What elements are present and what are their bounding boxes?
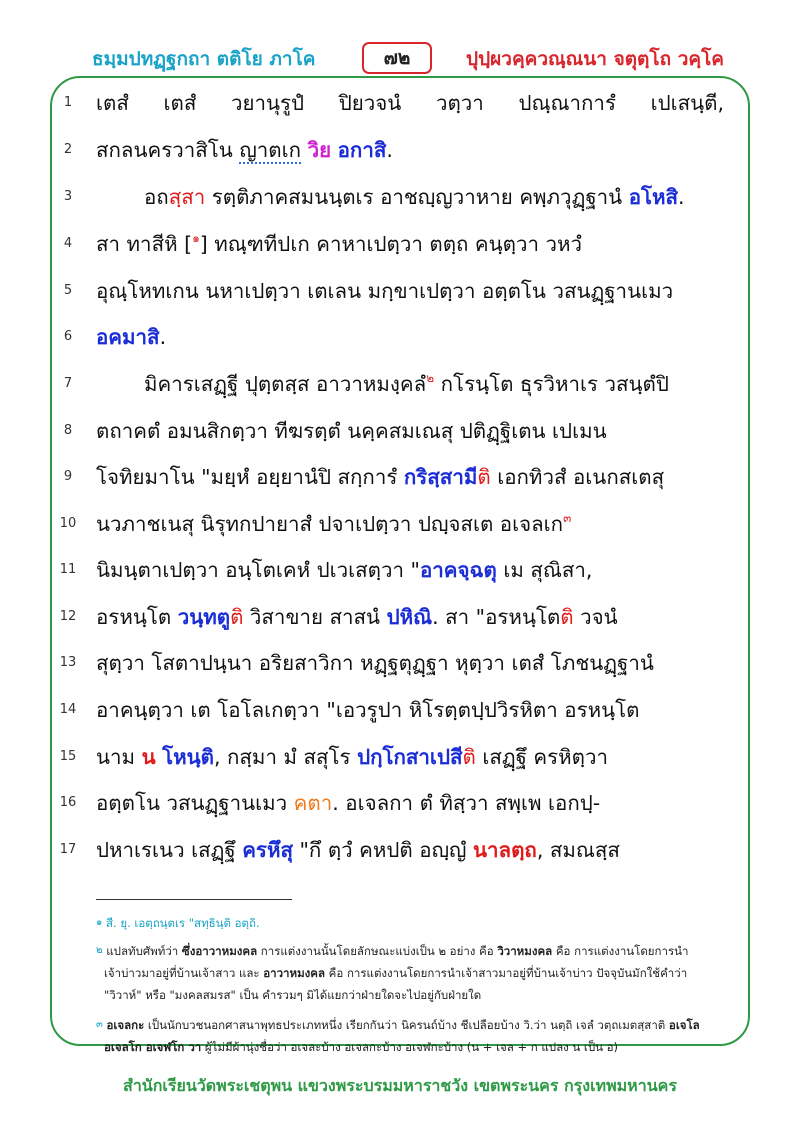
line-number: 13 xyxy=(59,655,77,670)
text-run: อตฺตโน วสนฏฺฐานเมว xyxy=(96,791,294,815)
text-run: ] ทณฺฑทีปเก คาหาเปตฺวา ตตฺถ คนฺตฺวา วหวํ xyxy=(199,232,583,256)
iti-particle: ติ xyxy=(560,605,574,629)
footnote-text: เจ้าบ่าวมาอยู่ที่บ้านเจ้าสาว และ xyxy=(104,966,264,980)
footnote-term: อเจโล xyxy=(668,1018,700,1032)
text-run: อุณฺโหทเกน นหาเปตฺวา เตเลน มกฺขาเปตฺวา อตฺตโน วสนฏฺฐานเมว xyxy=(96,279,674,303)
text-line-11 xyxy=(96,555,724,585)
text-run: นวภาชเนสุ นิรุทกปายาสํ ปจาเปตฺวา ปญฺจสเต อเจลเก xyxy=(96,512,564,536)
text-line-5 xyxy=(96,276,724,306)
text-line-17 xyxy=(96,835,724,865)
line-number: 12 xyxy=(59,609,77,624)
footnote-term: อเจลโก อเจฬโก วา xyxy=(104,1040,202,1054)
footnote-marker: ๑ xyxy=(96,917,103,928)
footnote-text: "วิวาห์" หรือ "มงคลสมรส" เป็น คำรวมๆ มิได้แยกว่าฝ่ายใดจะไปอยู่กับฝ่ายใด xyxy=(104,988,482,1002)
highlight-verb: อกาสิ xyxy=(337,138,387,162)
line-number: 10 xyxy=(59,516,77,531)
text-run: ตถาคตํ อมนสิกตฺวา ทีฆรตฺตํ นคฺคสมเณสุ ปติฏฺฐิเตน เปเมน xyxy=(96,419,607,443)
text-line-3 xyxy=(96,182,724,212)
text-line-4 xyxy=(96,229,724,259)
text-run: อาคนฺตฺวา เต โอโลเกตฺวา "เอวรูปา หิโรตฺตปฺปวิรหิตา อรหนฺโต xyxy=(96,698,640,722)
footnote-text: แปลทับศัพท์ว่า xyxy=(106,944,182,958)
footnote-marker: ๓ xyxy=(96,1019,103,1030)
text-run: เม สุณิสา, xyxy=(496,558,593,582)
footnote-ref[interactable]: ๑ xyxy=(192,231,200,245)
text-run: อรหนฺโต xyxy=(96,605,178,629)
line-number: 16 xyxy=(59,795,77,810)
text-line-8 xyxy=(96,416,724,446)
footnote-term: วิวาหมงคล xyxy=(497,944,553,958)
negation-word: น xyxy=(141,745,156,769)
highlight-verb: กริสฺสามี xyxy=(403,465,478,489)
underlined-word: ญาตเก xyxy=(239,138,302,162)
text-line-16 xyxy=(96,788,724,818)
footnote-ref[interactable]: ๓ xyxy=(563,511,572,525)
line-number: 15 xyxy=(59,749,77,764)
line-number: 1 xyxy=(63,95,73,110)
highlight-verb: อาคจฺฉตุ xyxy=(419,558,497,582)
text-run: มิคารเสฏฺฐี ปุตฺตสฺส อาวาหมงฺคลํ xyxy=(144,372,427,396)
text-run: รตฺติภาคสมนนฺตเร อาชญฺญวาหาย คพฺภวุฏฺฐานํ xyxy=(205,185,629,209)
iti-particle: ติ xyxy=(230,605,244,629)
line-number: 14 xyxy=(59,702,77,717)
text-line-2 xyxy=(96,135,724,165)
footnote-term: อเจลกะ xyxy=(106,1018,145,1032)
footnote-separator xyxy=(96,899,292,900)
footnote-term: อาวาหมงคล xyxy=(263,966,326,980)
line-number: 3 xyxy=(63,189,73,204)
line-number: 2 xyxy=(63,142,73,157)
header-chapter-title: ปุปฺผวคฺควณฺณนา จตุตฺโถ วคฺโค xyxy=(466,48,724,70)
footnote-term: ซึ่งอาวาหมงคล xyxy=(181,944,258,958)
text-run: เสฏฺฐึ ครหิตฺวา xyxy=(475,745,608,769)
footnote-text: คือ การแต่งงานโดยการนำ xyxy=(552,944,689,958)
highlight-verb: โหนฺติ xyxy=(162,745,214,769)
highlight-verb: คตา xyxy=(293,791,333,815)
text-line-9 xyxy=(96,462,724,492)
text-run: วิสาขาย สาสนํ xyxy=(243,605,387,629)
line-number: 7 xyxy=(63,376,73,391)
text-line-15 xyxy=(96,742,724,772)
line-number: 5 xyxy=(63,283,73,298)
page-footer: สำนักเรียนวัดพระเชตุพน แขวงพระบรมมหาราชวัง เขตพระนคร กรุงเทพมหานคร xyxy=(123,1076,677,1095)
line-number: 9 xyxy=(63,469,73,484)
text-run: กโรนฺโต ธุรวิหาเร วสนฺตํปิ xyxy=(434,372,669,396)
line-number: 11 xyxy=(59,562,77,577)
highlight-verb: ครหึสุ xyxy=(242,838,293,862)
text-run: นาม xyxy=(96,745,142,769)
text-run: ปหาเรเนว เสฏฺฐึ xyxy=(96,838,243,862)
highlight-verb: วนฺทตู xyxy=(177,605,231,629)
text-run: โจทิยมาโน "มยฺหํ อยฺยานํปิ สกฺการํ xyxy=(96,465,404,489)
text-line-12 xyxy=(96,602,724,632)
text-run: , สมณสฺส xyxy=(536,838,620,862)
text-run: , กสฺมา มํ สสุโร xyxy=(213,745,358,769)
line-number: 8 xyxy=(63,423,73,438)
text-line-1 xyxy=(96,88,724,118)
footnote-ref[interactable]: ๒ xyxy=(426,371,435,385)
highlight-verb: ปกฺโกสาเปสี xyxy=(357,745,463,769)
text-run: เอกทิวสํ อเนกสเตสุ xyxy=(490,465,665,489)
line-number: 6 xyxy=(63,329,73,344)
text-line-14 xyxy=(96,695,724,725)
highlight-verb: อคมาสิ xyxy=(96,325,160,349)
footnote-3 xyxy=(96,1014,736,1058)
text-run: สา ทาสีหิ [ xyxy=(96,232,193,256)
line-number: 4 xyxy=(63,236,73,251)
footnote-text: เป็นนักบวชนอกศาสนาพุทธประเภทหนึ่ง เรียกกันว่า นิครนถ์บ้าง ชีเปลือยบ้าง วิ.ว่า นตฺถิ เจลํ วตฺถเมตสฺสาติ xyxy=(144,1018,669,1032)
highlight-verb: ปหิณิ xyxy=(386,605,433,629)
line-number: 17 xyxy=(59,842,77,857)
footnote-marker: ๒ xyxy=(96,945,103,956)
highlight-word: วิย xyxy=(307,138,332,162)
footnote-2 xyxy=(96,940,736,1006)
header-book-title: ธมฺมปทฏฺฐกถา ตติโย ภาโค xyxy=(92,48,316,70)
text-line-6 xyxy=(96,322,724,352)
text-line-10 xyxy=(96,509,724,539)
text-run: นิมนฺตาเปตฺวา อนฺโตเคหํ ปเวเสตฺวา " xyxy=(96,558,420,582)
text-run: วจนํ xyxy=(573,605,618,629)
highlight-verb: นาลตฺถ xyxy=(473,838,537,862)
footnote-text: คือ การแต่งงานโดยการนำเจ้าสาวมาอยู่ที่บ้านเจ้าบ่าว ปัจจุบันมักใช้คำว่า xyxy=(325,966,688,980)
text-run: . xyxy=(678,185,685,209)
footnote-text: การแต่งงานนั้นโดยลักษณะแบ่งเป็น ๒ อย่าง คือ xyxy=(257,944,498,958)
text-line-7 xyxy=(96,369,724,399)
iti-particle: ติ xyxy=(477,465,491,489)
footnote-text: สี. ยุ. เอตฺถนฺตเร "สทฺธินฺติ อตฺถิ. xyxy=(106,916,260,930)
text-run: สุตฺวา โสตาปนฺนา อริยสาวิกา หฏฺฐตุฏฺฐา หุตฺวา เตสํ โภชนฏฺฐานํ xyxy=(96,651,654,675)
text-run: "กึ ตฺวํ คหปติ อญฺญํ xyxy=(292,838,474,862)
footnote-text: ผู้ไม่มีผ้านุ่งชื่อว่า อเจละบ้าง อเจลกะบ้าง อเจฬกะบ้าง (น + เจล + ก แปลง น เป็น อ) xyxy=(201,1040,619,1054)
highlight-word: สฺสา xyxy=(168,185,206,209)
text-run: เตสํ เตสํ วยานุรูปํ ปิยวจนํ วตฺวา ปณฺณาการํ เปเสนฺตี, xyxy=(96,91,724,115)
text-run: . อเจลกา ตํ ทิสฺวา สพฺเพ เอกปฺ- xyxy=(332,791,601,815)
highlight-verb: อโหสิ xyxy=(628,185,679,209)
iti-particle: ติ xyxy=(462,745,476,769)
text-run: สกลนครวาสิโน xyxy=(96,138,240,162)
footnote-1 xyxy=(96,912,736,934)
page-number-badge: ๗๒ xyxy=(362,42,432,74)
text-run: อถ xyxy=(144,185,169,209)
text-run: . สา "อรหนฺโต xyxy=(432,605,561,629)
text-run: . xyxy=(159,325,167,349)
text-run: . xyxy=(386,138,393,162)
text-line-13 xyxy=(96,648,724,678)
